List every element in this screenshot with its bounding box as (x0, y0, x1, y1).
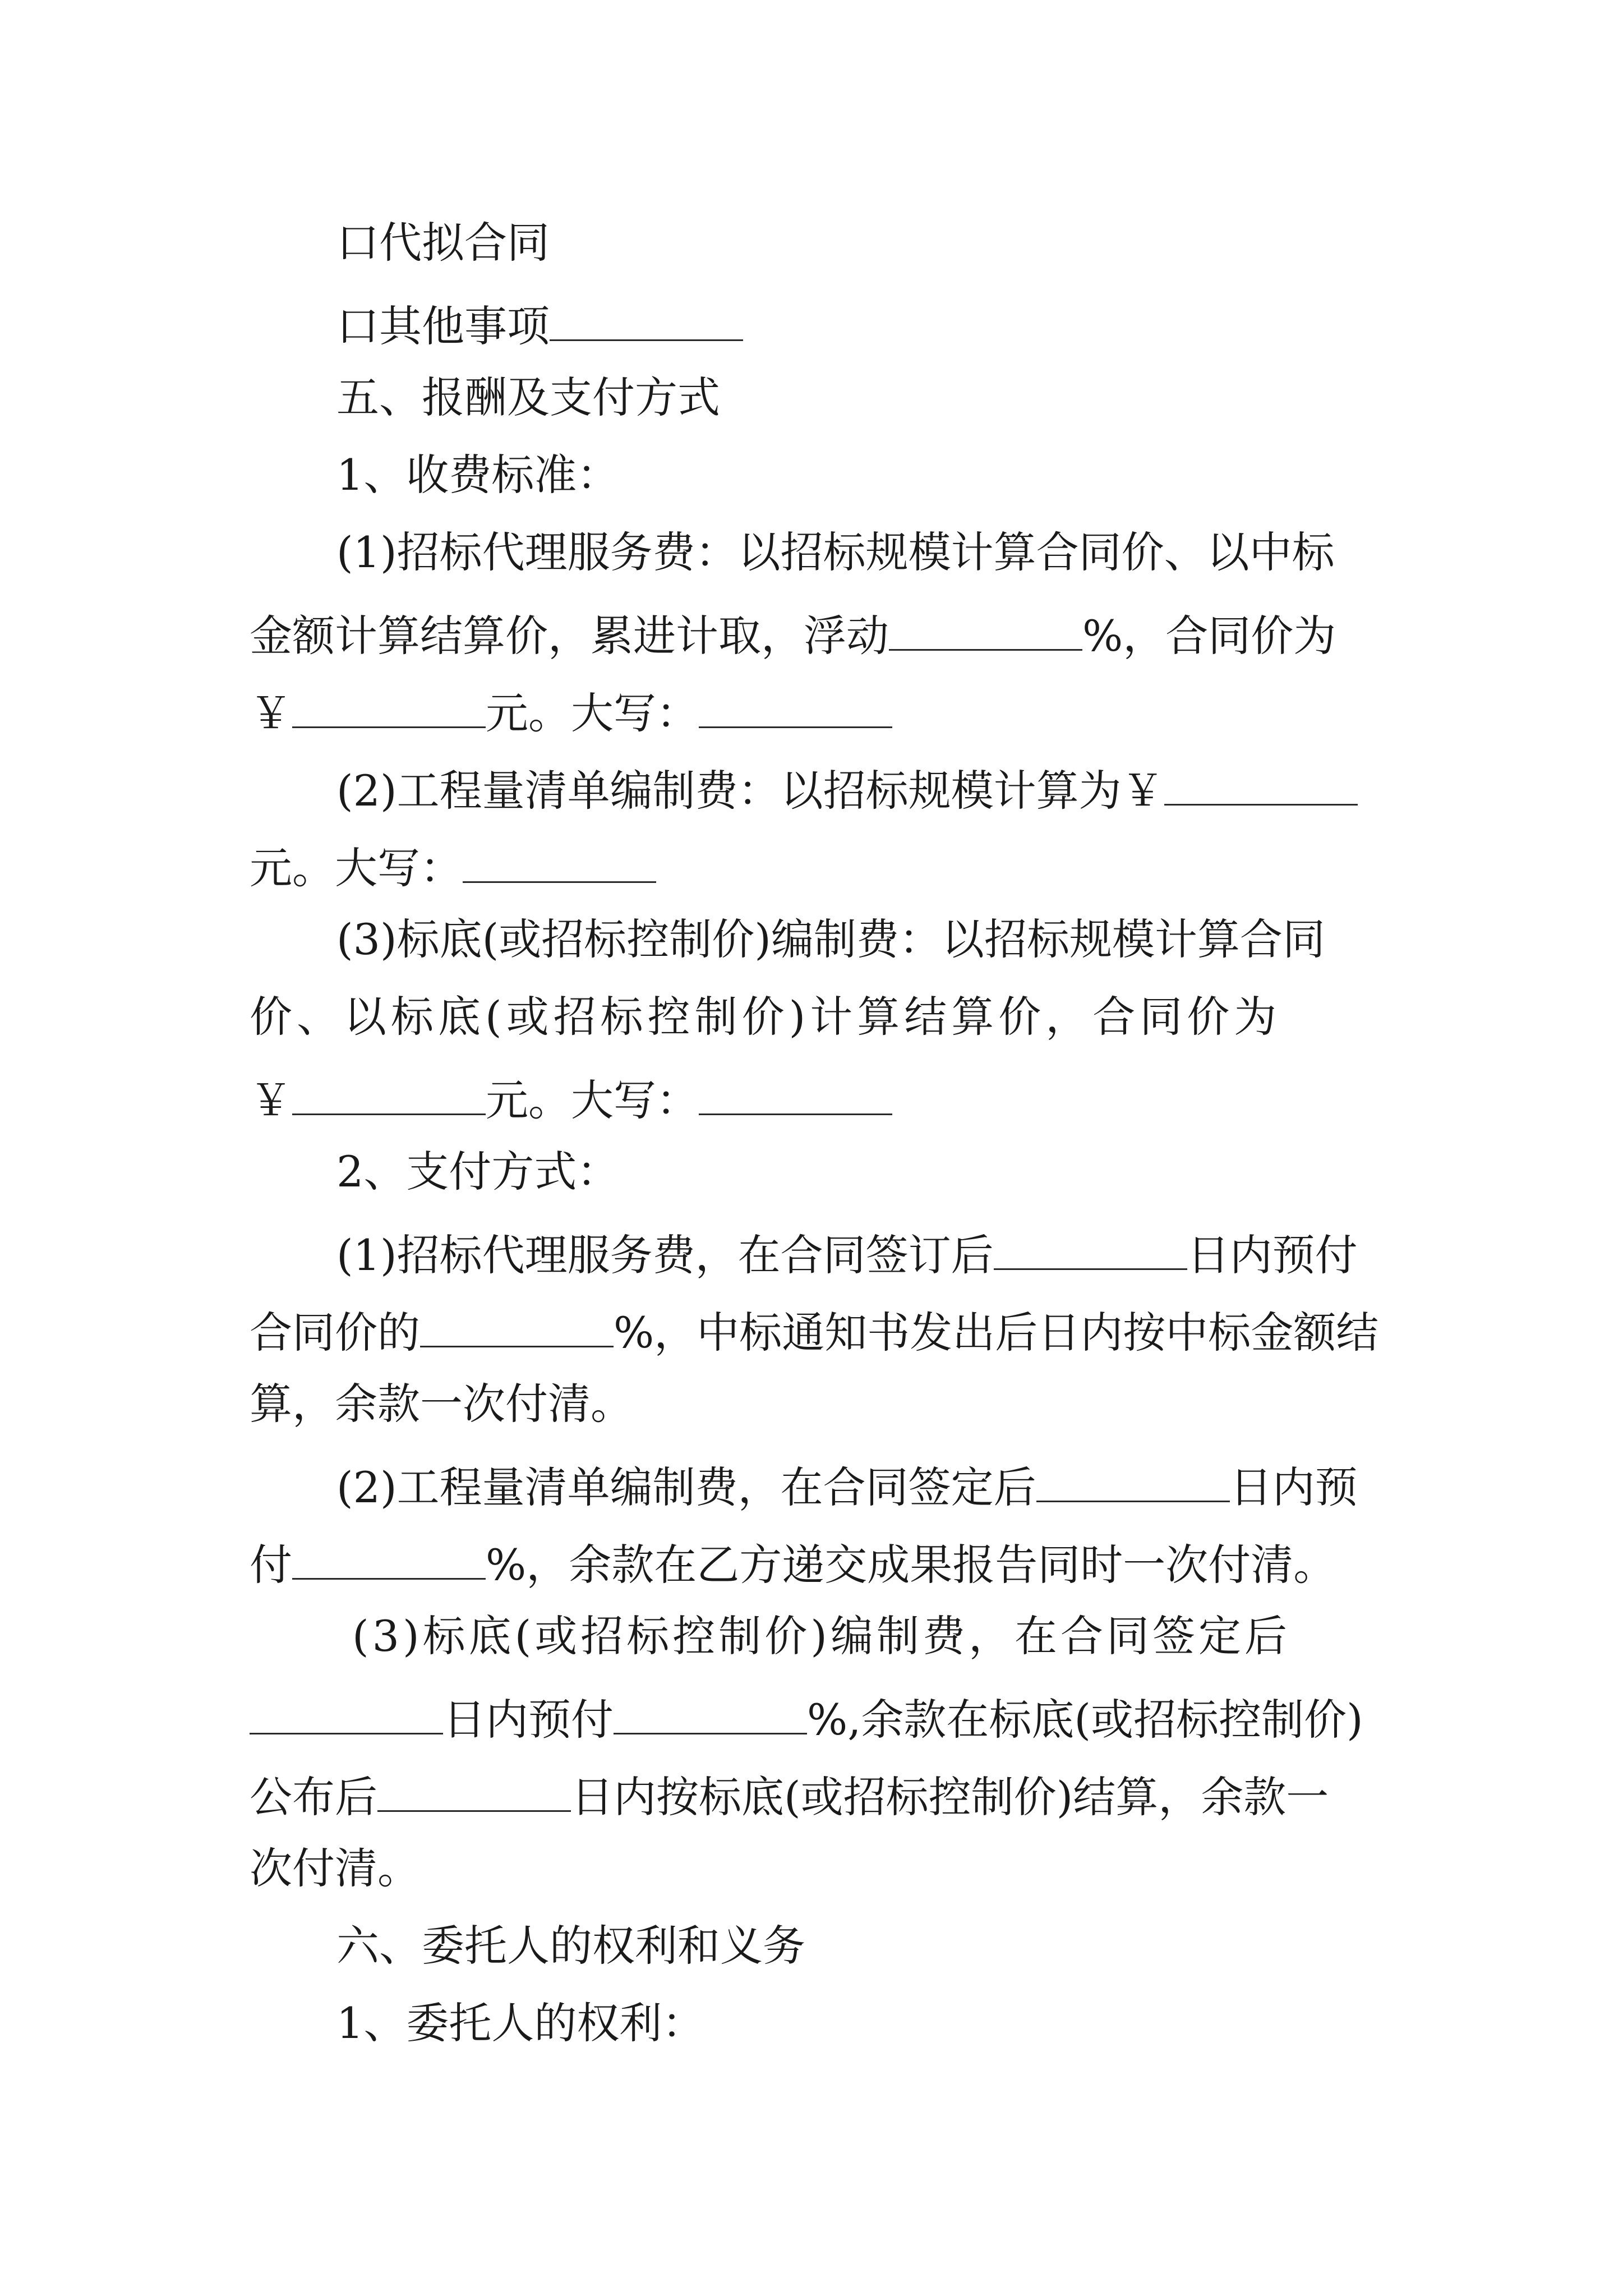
blank-field[interactable] (550, 299, 743, 341)
paragraph-line: (3)标底(或招标控制价)编制费：以招标规模计算合同 (336, 914, 1325, 964)
paragraph-line: (1)招标代理服务费：以招标规模计算合同价、以中标 (336, 527, 1335, 577)
paragraph-line: (2)工程量清单编制费：以招标规模计算为￥ (336, 763, 1358, 812)
paragraph-line: (2)工程量清单编制费，在合同签定后 日内预 (336, 1460, 1358, 1509)
blank-field[interactable] (699, 686, 892, 728)
paragraph-line: 算，余款一次付清。 (250, 1379, 633, 1429)
paragraph-line: 次付清。 (250, 1843, 420, 1893)
blank-field[interactable] (1036, 1460, 1230, 1502)
blank-field[interactable] (463, 841, 656, 883)
blank-field[interactable] (420, 1305, 614, 1347)
paragraph-line: ￥ 元。大写： (250, 686, 892, 735)
section-heading-6: 六、委托人的权利和义务 (336, 1921, 805, 1971)
paragraph-line: (1)招标代理服务费，在合同签订后 日内预付 (336, 1228, 1358, 1277)
checkbox-item-other-matters: 口其他事项 (336, 299, 743, 348)
blank-field[interactable] (292, 686, 486, 728)
paragraph-line: 金额计算结算价，累进计取，浮动 %，合同价为 (250, 609, 1336, 657)
paragraph-line: ￥ 元。大写： (250, 1073, 892, 1122)
paragraph-line: 日内预付 %,余款在标底(或招标控制价) (250, 1692, 1363, 1741)
blank-field[interactable] (889, 609, 1082, 651)
subsection-heading-fee-standard: 1、收费标准： (336, 450, 620, 500)
subsection-heading-payment-method: 2、支付方式： (336, 1147, 620, 1197)
paragraph-line: 付 %，余款在乙方递交成果报告同时一次付清。 (250, 1538, 1336, 1586)
checkbox-item-draft-contract: 口代拟合同 (336, 218, 550, 268)
blank-field[interactable] (1164, 763, 1358, 806)
subsection-heading-client-rights: 1、委托人的权利： (336, 1998, 705, 2048)
paragraph-line: 公布后 日内按标底(或招标控制价)结算，余款一 (250, 1770, 1329, 1819)
paragraph-line: (3)标底(或招标控制价)编制费，在合同签定后 (352, 1611, 1290, 1661)
blank-field[interactable] (292, 1073, 486, 1115)
blank-field[interactable] (292, 1538, 486, 1580)
blank-field[interactable] (377, 1770, 571, 1812)
paragraph-line: 价、以标底(或招标控制价)计算结算价，合同价为 (250, 992, 1281, 1042)
section-heading-5: 五、报酬及支付方式 (336, 372, 720, 422)
blank-field[interactable] (994, 1228, 1187, 1270)
paragraph-line: 合同价的 %，中标通知书发出后日内按中标金额结 (250, 1305, 1378, 1354)
blank-field[interactable] (614, 1692, 807, 1734)
blank-field[interactable] (250, 1692, 443, 1734)
paragraph-line: 元。大写： (250, 841, 656, 890)
blank-field[interactable] (699, 1073, 892, 1115)
